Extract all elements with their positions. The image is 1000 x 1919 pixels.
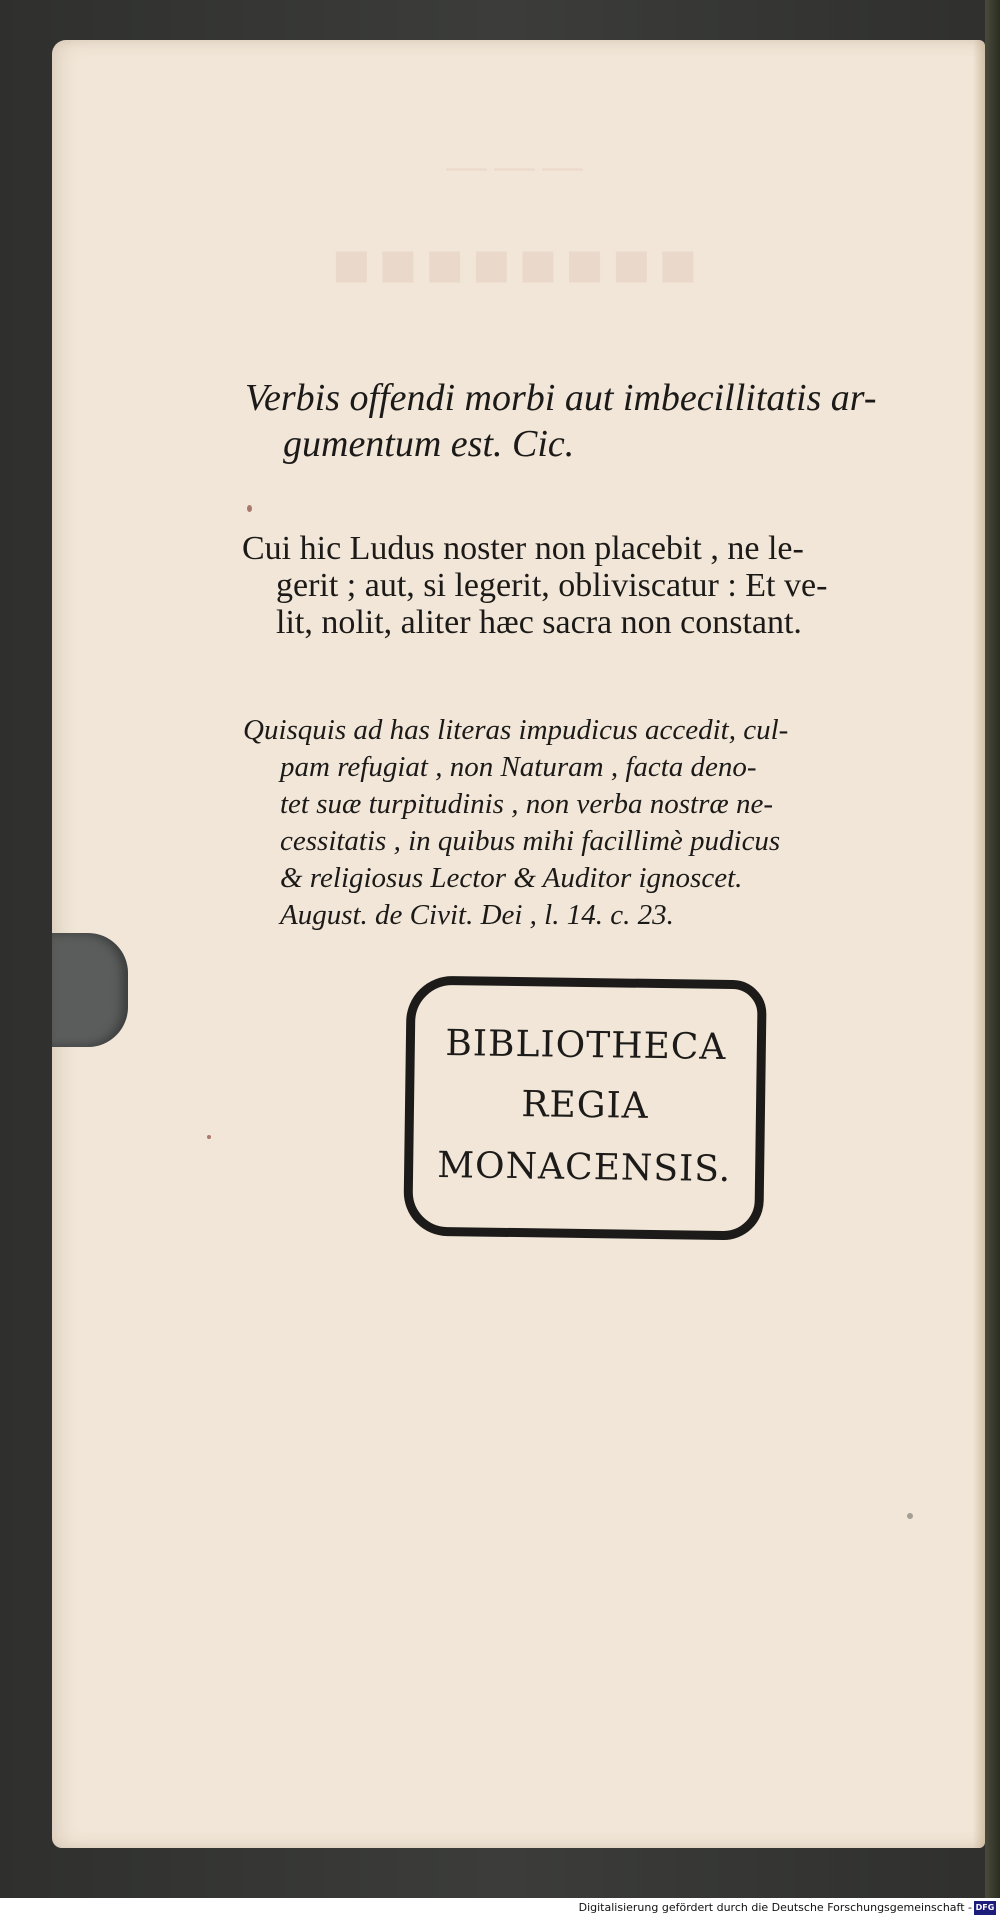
epigraph-cicero-line-1: Verbis offendi morbi aut imbecillitatis ar- bbox=[245, 377, 877, 419]
book-cover-edge bbox=[985, 0, 1000, 1919]
bleed-through-heading-1: ——— bbox=[446, 143, 591, 188]
ink-speck bbox=[207, 1135, 211, 1139]
epigraph-cicero-line-2: gumentum est. Cic. bbox=[283, 423, 575, 465]
paragraph-ludus bbox=[242, 530, 827, 641]
epigraph-augustine-line-6: August. de Civit. Dei , l. 14. c. 23. bbox=[280, 899, 674, 931]
footer-credit: Digitalisierung gefördert durch die Deutsche Forschungsgemeinschaft - bbox=[578, 1901, 972, 1914]
epigraph-augustine-line-2: pam refugiat , non Naturam , facta deno- bbox=[280, 751, 757, 783]
book-page bbox=[52, 40, 985, 1848]
epigraph-augustine bbox=[243, 712, 788, 934]
library-stamp bbox=[403, 975, 767, 1240]
stamp-line-2: REGIA bbox=[521, 1084, 650, 1127]
ink-speck bbox=[907, 1513, 913, 1519]
epigraph-cicero bbox=[245, 375, 877, 467]
ink-speck bbox=[247, 505, 252, 512]
stamp-line-1: BIBLIOTHECA bbox=[445, 1023, 727, 1068]
paragraph-ludus-line-3: lit, nolit, aliter hæc sacra non constant. bbox=[276, 604, 802, 641]
epigraph-augustine-line-1: Quisquis ad has literas impudicus accedit, cul- bbox=[243, 714, 789, 746]
stamp-line-3: MONACENSIS. bbox=[436, 1144, 732, 1191]
epigraph-augustine-line-5: & religiosus Lector & Auditor ignoscet. bbox=[280, 862, 743, 894]
binding-clip bbox=[52, 933, 128, 1047]
dfg-logo: DFG bbox=[974, 1901, 996, 1915]
paragraph-ludus-line-2: gerit ; aut, si legerit, obliviscatur : Et ve- bbox=[276, 567, 828, 604]
footer-bar bbox=[0, 1898, 1000, 1919]
page-edge-shadow bbox=[973, 40, 985, 1848]
epigraph-augustine-line-3: tet suæ turpitudinis , non verba nostræ ne- bbox=[280, 788, 773, 820]
bleed-through-heading-2: ■■■■■■■■ bbox=[331, 229, 706, 300]
epigraph-augustine-line-4: cessitatis , in quibus mihi facillimè pudicus bbox=[280, 825, 781, 857]
paragraph-ludus-line-1: Cui hic Ludus noster non placebit , ne le- bbox=[242, 530, 804, 567]
